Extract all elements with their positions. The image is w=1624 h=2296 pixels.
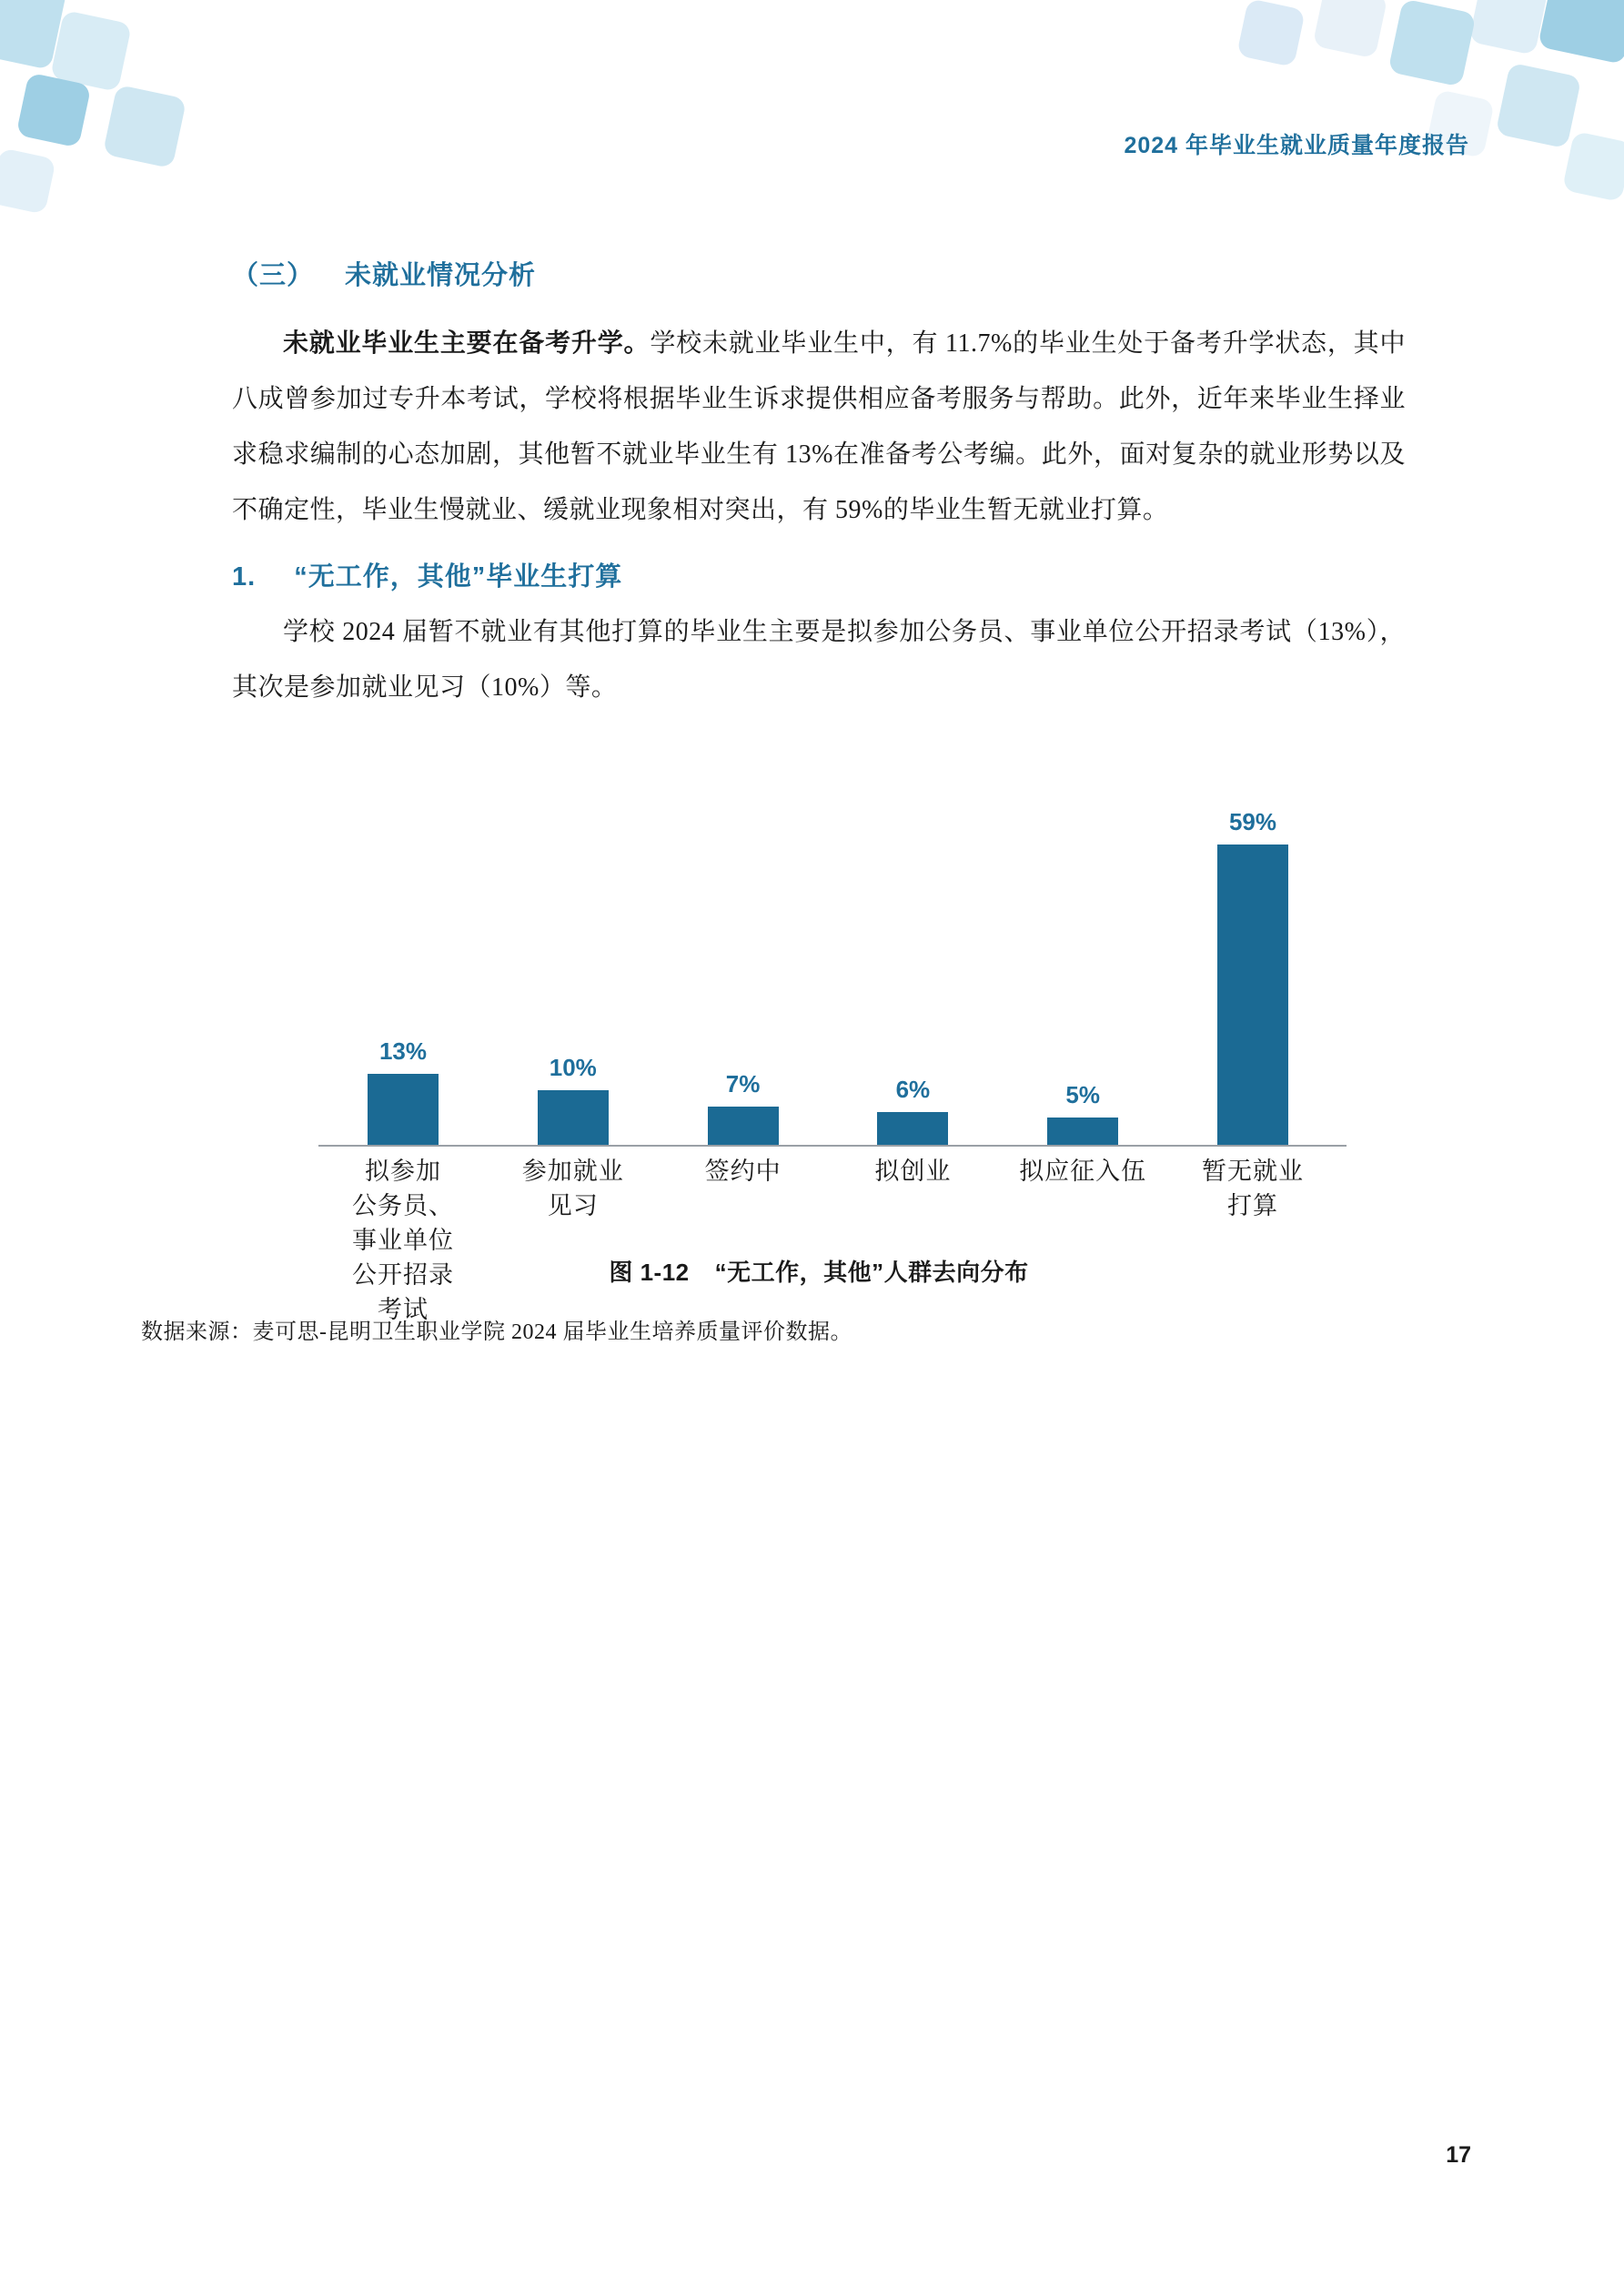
document-content: [141, 255, 1406, 1344]
chart-x-axis: [318, 1145, 1347, 1147]
paragraph-lead-bold: 未就业毕业生主要在备考升学。: [283, 329, 651, 358]
section-heading: [232, 255, 1406, 292]
bar-rect: [877, 1112, 948, 1145]
bar-category-label: 参加就业 见习: [521, 1158, 624, 1219]
subsection-paragraph: 学校 2024 届暂不就业有其他打算的毕业生主要是拟参加公务员、事业单位公开招录考试（13%），其次是参加就业见习（10%）等。: [232, 618, 1406, 702]
subsection-number: 1.: [232, 562, 257, 592]
bar-value-label: 10%: [549, 1054, 597, 1082]
bar-rect: [1047, 1118, 1118, 1145]
bar-column: [1168, 808, 1337, 1145]
bar-column: [998, 808, 1167, 1145]
page-number: 17: [1446, 2142, 1471, 2168]
bar-column: [318, 808, 488, 1145]
bar-rect: [368, 1074, 439, 1145]
chart-plot-area: [318, 808, 1337, 1145]
subsection-title-text: “无工作，其他”毕业生打算: [294, 562, 623, 592]
bar-value-label: 5%: [1065, 1081, 1100, 1109]
bar-value-label: 13%: [378, 1037, 428, 1066]
bar-value-label: 6%: [895, 1076, 931, 1104]
figure-caption: [232, 1254, 1406, 1288]
bar-category-label: 拟应征入伍: [1019, 1158, 1147, 1185]
bar-category-label: 拟创业: [874, 1158, 952, 1185]
subsection-heading: [232, 556, 1406, 593]
bar-category-label: 拟参加 公务员、 事业单位 公开招录 考试: [352, 1158, 454, 1323]
bar-column: [659, 808, 828, 1145]
figure-bar-chart: [141, 781, 1406, 1344]
bar-column: [828, 808, 997, 1145]
bar-rect: [708, 1107, 779, 1145]
paragraph-body: 学校未就业毕业生中，有 11.7%的毕业生处于备考升学状态，其中八成曾参加过专升本考试，学校将根据毕业生诉求提供相应备考服务与帮助。此外，近年来毕业生择业求稳求编制的心态加剧，其他暂不就业毕业生有 13%在准备考公考编。此外，面对复杂的就业形势以及不确定性，毕业生慢就业、缓就业现象相对突出，有 59%的毕业生暂无就业打算。: [232, 329, 1406, 524]
bar-category-label: 暂无就业 打算: [1201, 1158, 1304, 1219]
bar-value-label: 59%: [1228, 808, 1276, 835]
bar-rect: [1217, 845, 1288, 1145]
section-number: （三）: [232, 261, 315, 290]
bar-value-label: 7%: [725, 1070, 761, 1098]
figure-number: 图 1-12: [609, 1259, 690, 1286]
bar-column: [489, 808, 658, 1145]
figure-source-note: 数据来源：麦可思-昆明卫生职业学院 2024 届毕业生培养质量评价数据。: [141, 1320, 852, 1344]
bar-category-label: 签约中: [704, 1158, 782, 1185]
bar-rect: [538, 1090, 609, 1145]
chart-category-labels: [318, 1154, 1337, 1327]
section-title-text: 未就业情况分析: [345, 261, 537, 290]
page-header-title: 2024 年毕业生就业质量年度报告: [1124, 133, 1469, 158]
section-paragraph-1: [232, 316, 1406, 538]
figure-caption-text: “无工作，其他”人群去向分布: [714, 1259, 1029, 1286]
